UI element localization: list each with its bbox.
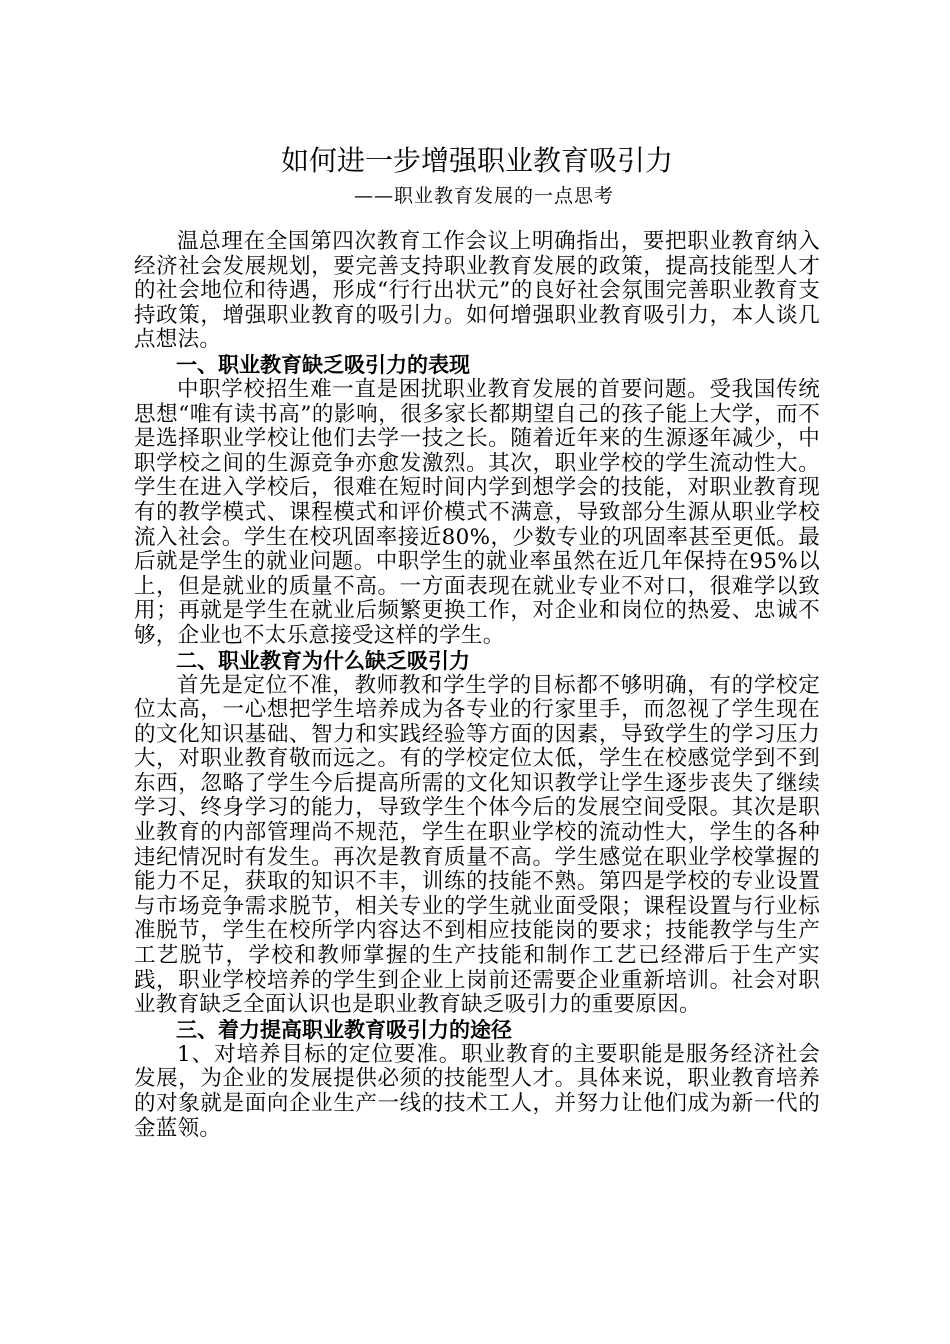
document-title: 如何进一步增强职业教育吸引力 bbox=[280, 144, 673, 177]
document-page bbox=[134, 140, 820, 1141]
document-subtitle: ——职业教育发展的一点思考 bbox=[353, 185, 614, 207]
intro-paragraph: 温总理在全国第四次教育工作会议上明确指出，要把职业教育纳入经济社会发展规划，要完善支持职业教育发展的政策，提高技能型人才的社会地位和待遇，形成“行行出状元”的良好社会氛围完善职业教育支持政策，增强职业教育的吸引力。如何增强职业教育吸引力，本人谈几点想法。 bbox=[134, 229, 820, 353]
section-3-paragraph: 1、对培养目标的定位要准。职业教育的主要职能是服务经济社会发展，为企业的发展提供必须的技能型人才。具体来说，职业教育培养的对象就是面向企业生产一线的技术工人，并努力让他们成为新一代的金蓝领。 bbox=[134, 1041, 820, 1141]
section-2-paragraph: 首先是定位不准，教师教和学生学的目标都不够明确，有的学校定位太高，一心想把学生培养成为各专业的行家里手，而忽视了学生现在的文化知识基础、智力和实践经验等方面的因素，导致学生的学习压力大，对职业教育敬而远之。有的学校定位太低，学生在校感觉学到不到东西，忽略了学生今后提高所需的文化知识教学让学生逐步丧失了继续学习、终身学习的能力，导致学生个体今后的发展空间受限。其次是职业教育的内部管理尚不规范，学生在职业学校的流动性大，学生的各种违纪情况时有发生。再次是教育质量不高。学生感觉在职业学校掌握的能力不足，获取的知识不丰，训练的技能不熟。第四是学校的专业设置与市场竞争需求脱节，相关专业的学生就业面受限；课程设置与行业标准脱节，学生在校所学内容达不到相应技能岗的要求；技能教学与生产工艺脱节，学校和教师掌握的生产技能和制作工艺已经滞后于生产实践，职业学校培养的学生到企业上岗前还需要企业重新培训。社会对职业教育缺乏全面认识也是职业教育缺乏吸引力的重要原因。 bbox=[134, 672, 820, 1018]
section-1-heading: 一、职业教育缺乏吸引力的表现 bbox=[176, 352, 470, 377]
section-2-heading: 二、职业教育为什么缺乏吸引力 bbox=[176, 648, 470, 673]
section-3-heading: 三、着力提高职业教育吸引力的途径 bbox=[176, 1017, 512, 1042]
section-1-paragraph: 中职学校招生难一直是困扰职业教育发展的首要问题。受我国传统思想“唯有读书高”的影响，很多家长都期望自己的孩子能上大学，而不是选择职业学校让他们去学一技之长。随着近年来的生源逐年减少，中职学校之间的生源竞争亦愈发激烈。其次，职业学校的学生流动性大。学生在进入学校后，很难在短时间内学到想学会的技能，对职业教育现有的教学模式、课程模式和评价模式不满意，导致部分生源从职业学校流入社会。学生在校巩固率接近80%，少数专业的巩固率甚至更低。最后就是学生的就业问题。中职学生的就业率虽然在近几年保持在95%以上，但是就业的质量不高。一方面表现在就业专业不对口，很难学以致用；再就是学生在就业后频繁更换工作，对企业和岗位的热爱、忠诚不够，企业也不太乐意接受这样的学生。 bbox=[134, 376, 820, 648]
